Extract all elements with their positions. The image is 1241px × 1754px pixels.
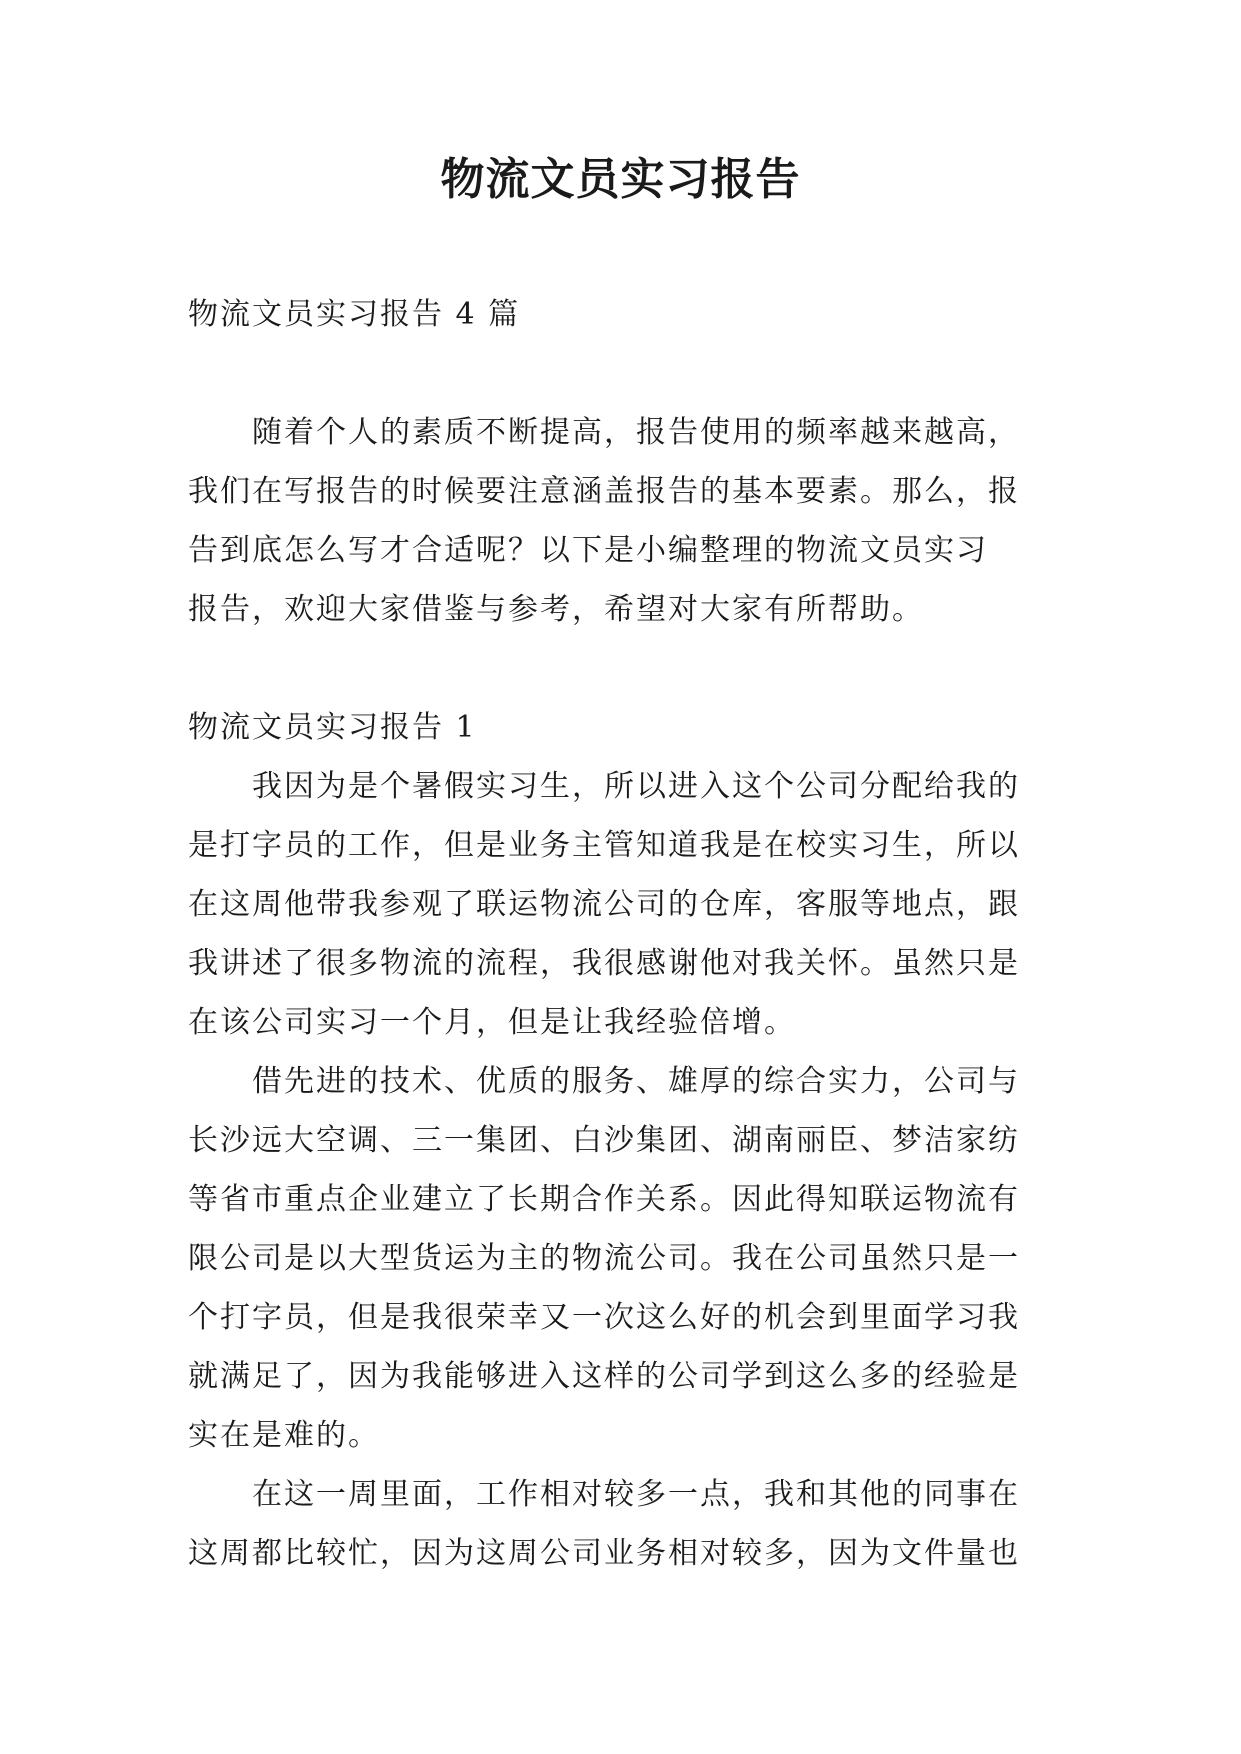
document-subtitle: 物流文员实习报告 4 篇	[188, 297, 521, 332]
body-paragraph	[188, 1465, 1054, 1583]
paragraph-line: 在这周他带我参观了联运物流公司的仓库，客服等地点，跟	[188, 887, 1020, 922]
paragraph-line: 等省市重点企业建立了长期合作关系。因此得知联运物流有	[188, 1182, 1020, 1217]
paragraph-line: 借先进的技术、优质的服务、雄厚的综合实力，公司与	[252, 1064, 1020, 1099]
paragraph-line: 我讲述了很多物流的流程，我很感谢他对我关怀。虽然只是	[188, 946, 1020, 981]
section-heading: 物流文员实习报告 1	[188, 710, 477, 745]
intro-line: 随着个人的素质不断提高，报告使用的频率越来越高，	[252, 415, 1020, 450]
paragraph-line: 实在是难的。	[188, 1418, 380, 1453]
intro-line: 告到底怎么写才合适呢？以下是小编整理的物流文员实习	[188, 533, 988, 568]
body-paragraph	[188, 1052, 1054, 1465]
paragraph-line: 就满足了，因为我能够进入这样的公司学到这么多的经验是	[188, 1359, 1020, 1394]
paragraph-line: 在这一周里面，工作相对较多一点，我和其他的同事在	[252, 1477, 1020, 1512]
document-title: 物流文员实习报告	[440, 154, 801, 205]
paragraph-line: 个打字员，但是我很荣幸又一次这么好的机会到里面学习我	[188, 1300, 1020, 1335]
paragraph-line: 是打字员的工作，但是业务主管知道我是在校实习生，所以	[188, 828, 1020, 863]
paragraph-line: 长沙远大空调、三一集团、白沙集团、湖南丽臣、梦洁家纺	[188, 1123, 1020, 1158]
document-body	[188, 285, 1054, 1583]
intro-paragraph	[188, 403, 1054, 639]
intro-line: 报告，欢迎大家借鉴与参考，希望对大家有所帮助。	[188, 592, 924, 627]
paragraph-line: 我因为是个暑假实习生，所以进入这个公司分配给我的	[252, 769, 1020, 804]
paragraph-line: 在该公司实习一个月，但是让我经验倍增。	[188, 1005, 796, 1040]
paragraph-line: 这周都比较忙，因为这周公司业务相对较多，因为文件量也	[188, 1536, 1020, 1571]
body-paragraph	[188, 757, 1054, 1052]
intro-line: 我们在写报告的时候要注意涵盖报告的基本要素。那么，报	[188, 474, 1020, 509]
paragraph-line: 限公司是以大型货运为主的物流公司。我在公司虽然只是一	[188, 1241, 1020, 1276]
